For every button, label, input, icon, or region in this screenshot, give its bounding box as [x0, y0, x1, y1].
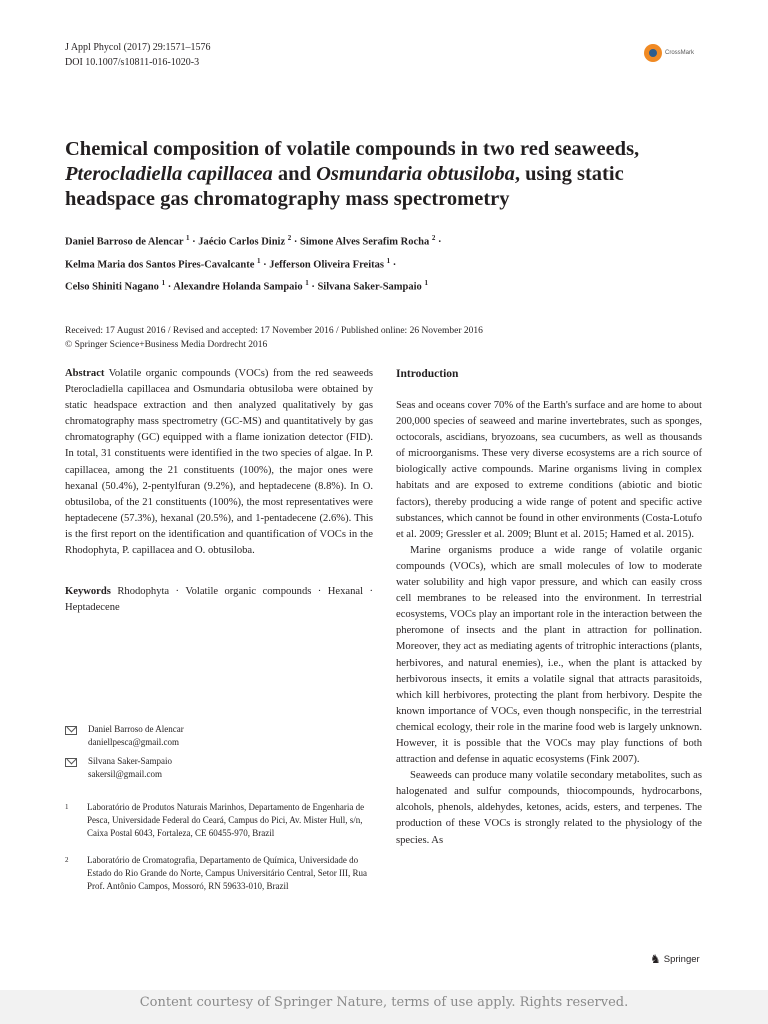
- contact-name: Daniel Barroso de Alencar: [88, 724, 184, 734]
- crossmark-icon: [644, 44, 662, 62]
- author-name[interactable]: Daniel Barroso de Alencar: [65, 236, 184, 248]
- history-line: Received: 17 August 2016 / Revised and accepted: 17 November 2016 / Published online: 26 November 2016: [65, 326, 483, 336]
- journal-header: [65, 40, 211, 70]
- author-name[interactable]: Kelma Maria dos Santos Pires-Cavalcante: [65, 259, 255, 270]
- affiliation-entry: [65, 854, 373, 893]
- keywords-label: Keywords: [65, 586, 111, 598]
- author-line: Kelma Maria dos Santos Pires-Cavalcante $^1$ · Jefferson Oliveira Freitas $^1$ ·: [65, 256, 397, 270]
- author-list: [65, 229, 715, 297]
- copyright-line: © Springer Science+Business Media Dordrecht 2016: [65, 340, 268, 350]
- affiliation-text: Laboratório de Produtos Naturais Marinhos, Departamento de Engenharia de Pesca, Universidade Federal do Ceará, Campus do Pici, Av. Mister Hull, s/n, Caixa Postal 6043, Fortaleza, CE 60455-970, Brazil: [87, 802, 365, 838]
- contact-email[interactable]: sakersil@gmail.com: [88, 769, 163, 779]
- contact-entry: [65, 723, 373, 749]
- author-name[interactable]: Jefferson Oliveira Freitas: [269, 259, 384, 270]
- paragraph: Marine organisms produce a wide range of volatile organic compounds (VOCs), which are small molecules of low to moderate water solubility and high vapor pressure, and which can easily cross cell membranes to be released into the environment. In terrestrial ecosystems, VOCs play an important role in the interaction between the pheromone of insects and the plant in attraction for pollination. Moreover, they act as mediating agents of tritrophic interactions (plants, herbivores, and natural enemies), i.e., when the plant is attacked by herbivorous insects, it emits a volatile signal that attracts parasitoids, which kill herbivores, protecting the plant from herbivory. Despite the known importance of VOCs, even though nonspecific, in the terrestrial chemical ecology, their role in the marine food web is largely unknown. However, it is possible that the VOCs may play functions of both attraction and defense in aquatic ecosystems (Fink 2007).: [396, 544, 702, 766]
- section-heading: Introduction: [396, 368, 459, 380]
- envelope-icon: [65, 726, 77, 735]
- abstract-label: Abstract: [65, 368, 105, 379]
- crossmark-badge[interactable]: [644, 44, 694, 62]
- publisher-logo: [650, 952, 700, 966]
- species-name: Osmundaria obtusiloba: [316, 163, 515, 185]
- envelope-icon: [65, 758, 77, 767]
- author-name[interactable]: Simone Alves Serafim Rocha: [300, 236, 430, 248]
- keywords-text: Rhodophyta · Volatile organic compounds · Hexanal · Heptadecene: [65, 586, 373, 614]
- affiliation-text: Laboratório de Cromatografia, Departamento de Química, Universidade do Estado do Rio Grande do Norte, Campus Universitário Central, Setor III, Rua Prof. Antônio Campos, Mossoró, RN 59633-010, Brazil: [87, 855, 367, 891]
- journal-citation: J Appl Phycol (2017) 29:1571–1576: [65, 42, 211, 53]
- corresponding-authors: [65, 723, 373, 787]
- springer-horse-icon: ♞: [650, 952, 661, 966]
- contact-name: Silvana Saker-Sampaio: [88, 756, 173, 766]
- contact-entry: [65, 755, 373, 781]
- footer-notice: Content courtesy of Springer Nature, terms of use apply. Rights reserved.: [139, 995, 629, 1010]
- abstract-text: Volatile organic compounds (VOCs) from the red seaweeds Pterocladiella capillacea and Osmundaria obtusiloba were obtained by static headspace extraction and then analyzed qualitatively by gas chromatography mass spectrometry (GC-MS) and quantitatively by gas chromatography (GC) equipped with a flame ionization detector (FID). In total, 31 constituents were identified in the two species of algae. In P. capillacea, among the 21 constituents (100%), the major ones were hexanal (50.4%), 2-pentylfuran (9.2%), and heptadecene (8.8%). In O. obtusiloba, of the 21 constituents (100%), the most representatives were heptadecene (57.3%), hexanal (20.5%), and 1-pentadecene (2.6%). This is the first report on the identification and quantification of VOCs in the Rhodophyta, P. capillacea and O. obtusiloba.: [65, 368, 373, 557]
- publisher-name: Springer: [663, 953, 700, 965]
- affiliation-entry: [65, 801, 373, 840]
- right-column: [396, 366, 702, 849]
- paragraph: Seaweeds can produce many volatile secondary metabolites, such as halogenated and sulfur compounds, thiocompounds, hydrocarbons, alcohols, phenols, aldehydes, ketones, acids, esters, and terpenes. The production of these VOCs is strongly related to the physiology of the species. As: [396, 770, 702, 846]
- affiliation-number: 1: [65, 803, 69, 811]
- author-name[interactable]: Alexandre Holanda Sampaio: [173, 281, 303, 293]
- affiliations: [65, 801, 373, 907]
- publication-dates: [65, 324, 715, 352]
- author-name[interactable]: Jaécio Carlos Diniz: [198, 236, 286, 248]
- keywords: [65, 584, 373, 616]
- crossmark-label: CrossMark: [665, 50, 695, 56]
- article-title: Chemical composition of volatile compounds in two red seaweeds, Pterocladiella capillacea and Osmundaria obtusiloba, using static headspace gas chromatography mass spectrometry: [65, 138, 640, 210]
- author-line: Celso Shiniti Nagano $^1$ · Alexandre Holanda Sampaio $^1$ · Silvana Saker-Sampaio $^1$: [65, 279, 428, 293]
- left-column: [65, 366, 373, 616]
- contact-email[interactable]: daniellpesca@gmail.com: [88, 737, 180, 747]
- abstract: [65, 366, 373, 559]
- paragraph: Seas and oceans cover 70% of the Earth's surface and are home to about 200,000 species of seaweed and marine invertebrates, such as sponges, octocorals, ascidians, bryozoans, sea cucumbers, as well as thousands of microorganisms. These very diverse ecosystems are a rich source of biologically active compounds. Marine organisms living in complex habitats and are exposed to extreme conditions (abiotic and biotic factors), thereby producing a wide range of potent and specific active substances, which cannot be found in other environments (Costa-Lotufo et al. 2009; Gressler et al. 2009; Blunt et al. 2015; Hamed et al. 2015).: [396, 400, 702, 540]
- affiliation-number: 2: [65, 856, 69, 864]
- author-line: Daniel Barroso de Alencar $^1$ · Jaécio Carlos Diniz $^2$ · Simone Alves Serafim Rocha $^2$ ·: [65, 234, 442, 248]
- author-name[interactable]: Celso Shiniti Nagano: [65, 281, 159, 293]
- species-name: Pterocladiella capillacea: [65, 163, 273, 185]
- doi[interactable]: DOI 10.1007/s10811-016-1020-3: [65, 57, 200, 68]
- author-name[interactable]: Silvana Saker-Sampaio: [317, 281, 422, 293]
